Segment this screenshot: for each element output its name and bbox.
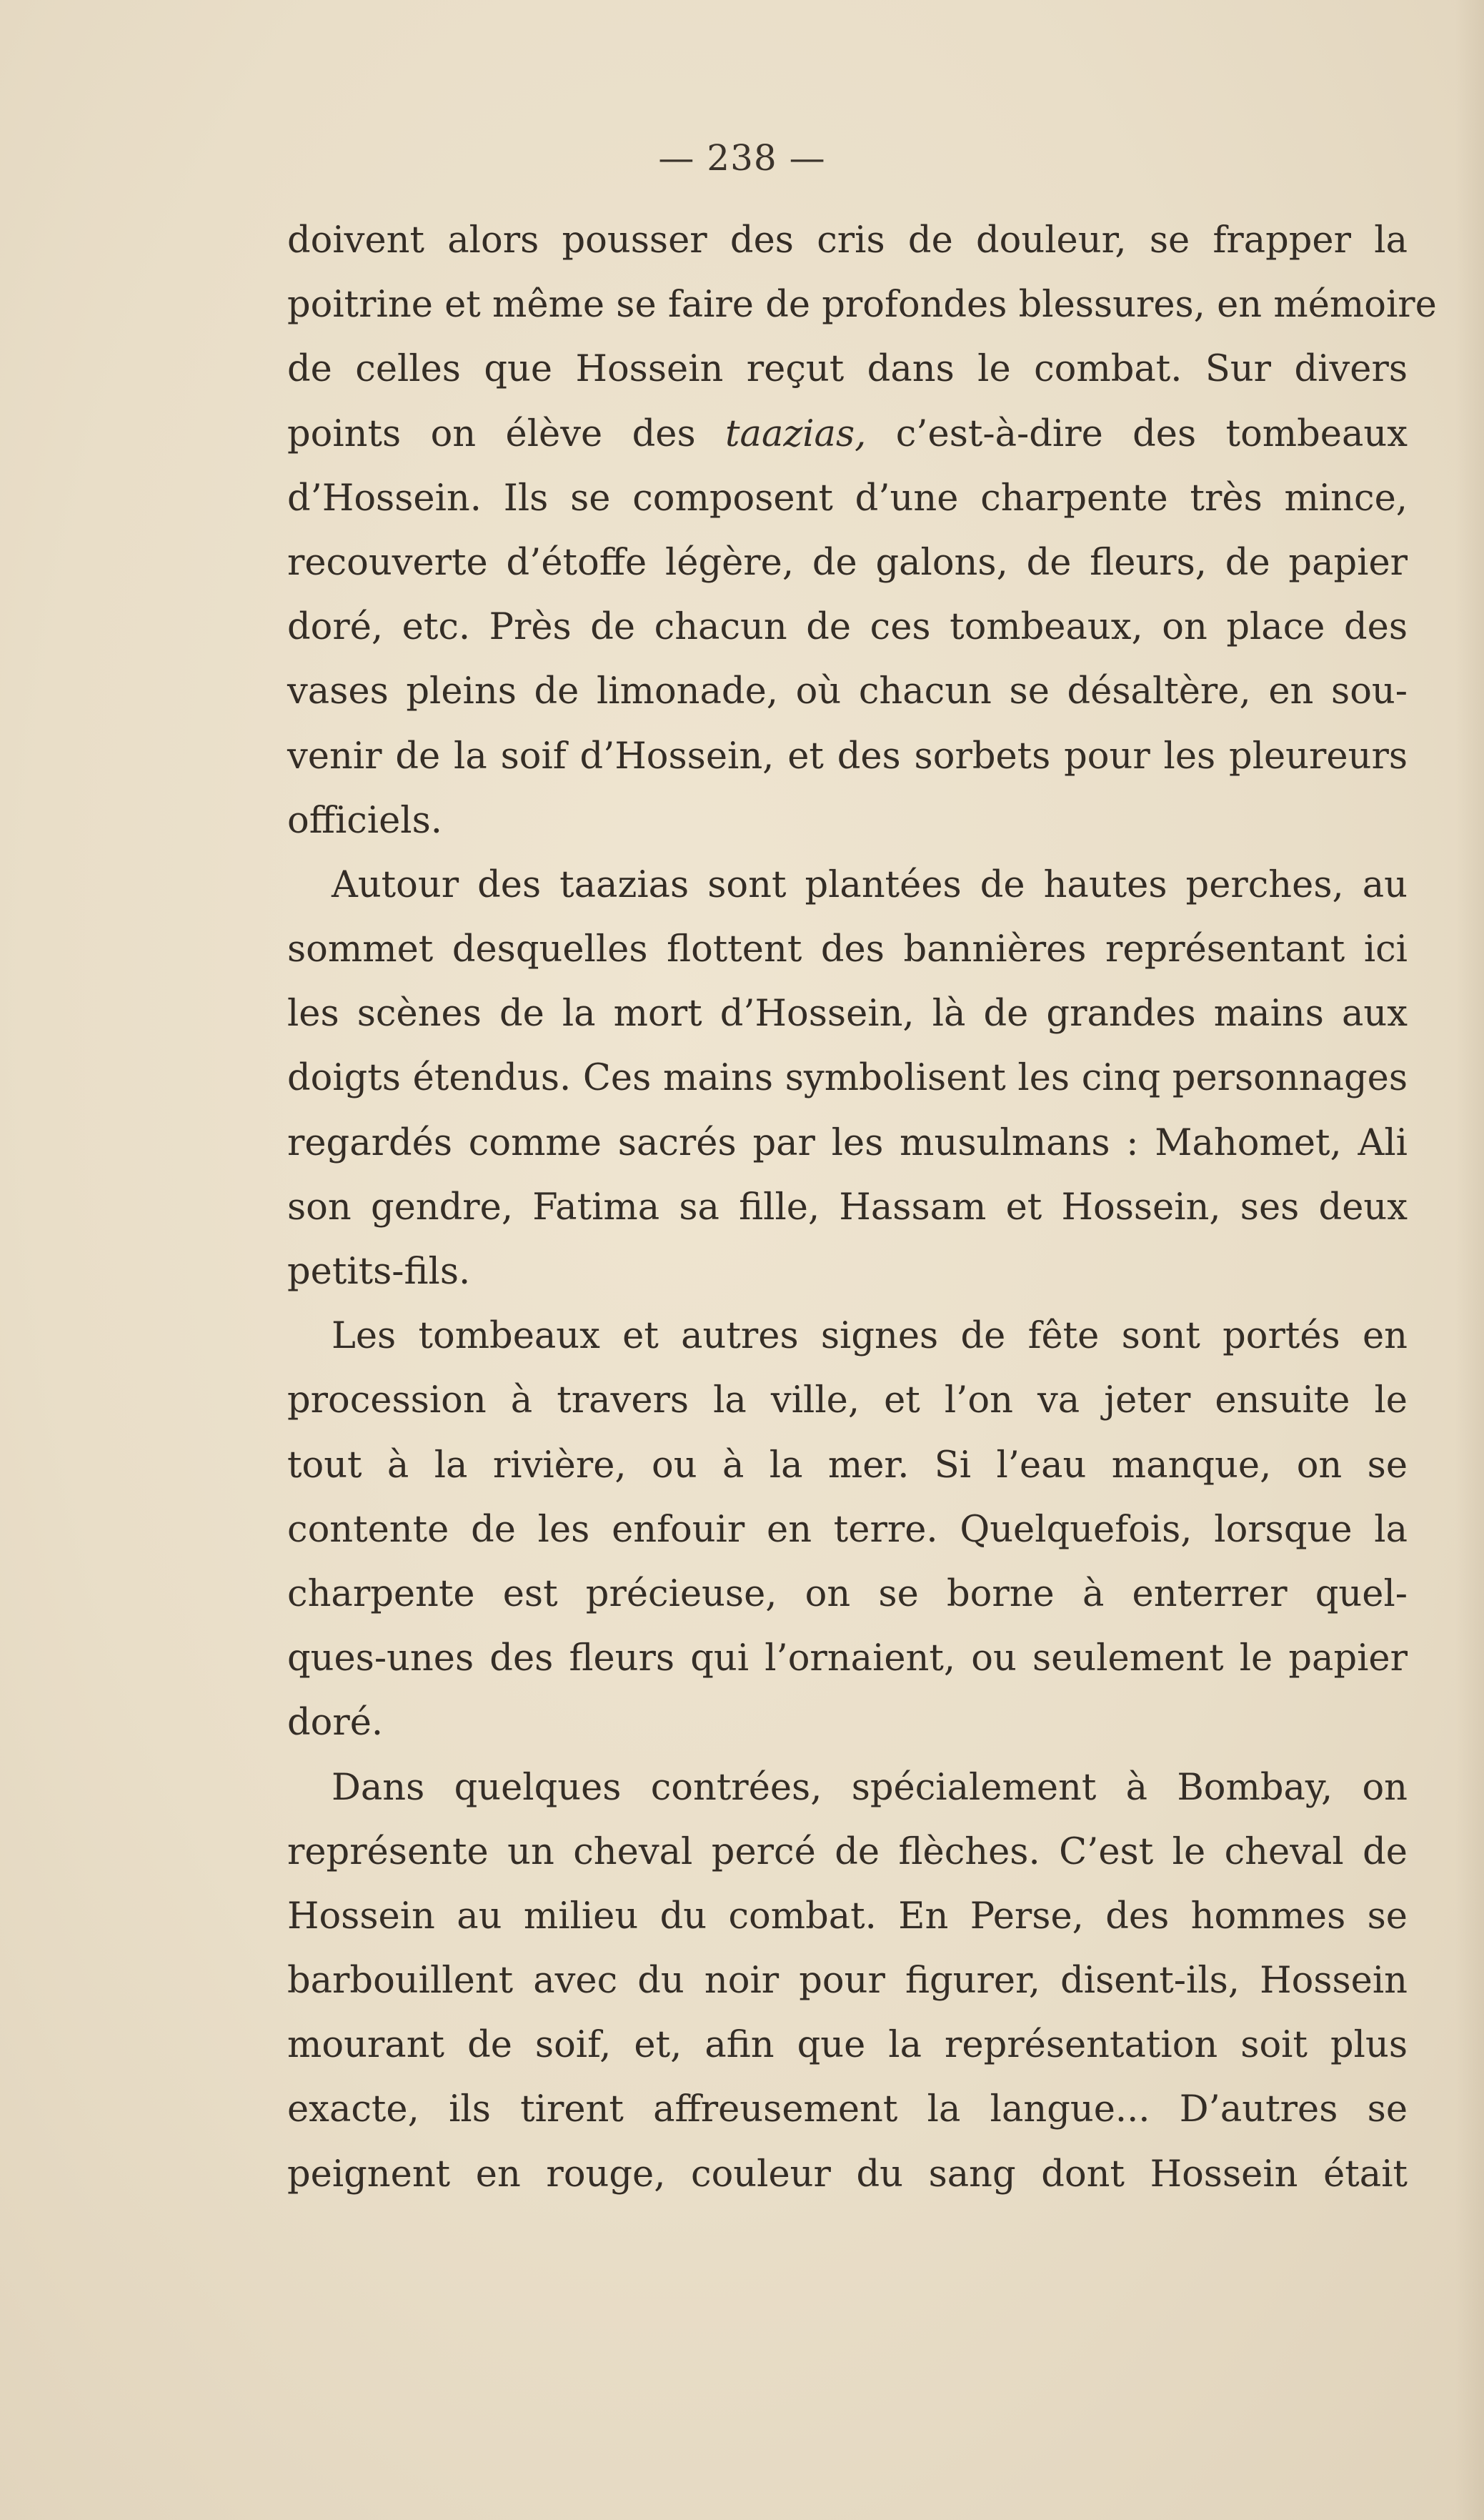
text-line: les scènes de la mort d’Hossein, là de grandes mains aux [287, 993, 1408, 1036]
text-fragment: c’est-à-dire des tombeaux [866, 412, 1408, 455]
text-line: Autour des taazias sont plantées de hautes perches, au [332, 863, 1408, 906]
text-line: exacte, ils tirent affreusement la langue... D’autres se [287, 2088, 1408, 2131]
text-line: doré. [287, 1702, 384, 1745]
paragraph-2 [287, 853, 1408, 1304]
text-line: Hossein au milieu du combat. En Perse, des hommes se [287, 1895, 1408, 1938]
text-line: procession à travers la ville, et l’on va jeter ensuite le [287, 1379, 1408, 1422]
italic-term: taazias, [725, 412, 867, 455]
paragraph-4 [287, 1756, 1408, 2207]
text-line: sommet desquelles flottent des bannières représentant ici [287, 928, 1408, 971]
page-number: — 238 — [658, 137, 826, 179]
text-line: tout à la rivière, ou à la mer. Si l’eau manque, on se [287, 1444, 1408, 1487]
text-line [287, 402, 1408, 467]
text-line: Les tombeaux et autres signes de fête sont portés en [332, 1315, 1408, 1358]
paragraph-1 [287, 209, 1437, 853]
text-line: d’Hossein. Ils se composent d’une charpente très mince, [287, 477, 1408, 520]
text-line: mourant de soif, et, afin que la représentation soit plus [287, 2024, 1408, 2067]
text-line: vases pleins de limonade, où chacun se désaltère, en sou- [287, 670, 1408, 713]
text-line: son gendre, Fatima sa fille, Hassam et Hossein, ses deux [287, 1186, 1408, 1229]
text-line: de celles que Hossein reçut dans le combat. Sur divers [287, 348, 1408, 391]
text-line: regardés comme sacrés par les musulmans : Mahomet, Ali [287, 1121, 1408, 1164]
text-line: venir de la soif d’Hossein, et des sorbets pour les pleureurs [287, 735, 1408, 778]
text-line: Dans quelques contrées, spécialement à Bombay, on [332, 1766, 1408, 1809]
text-line: doivent alors pousser des cris de douleur, se frapper la [287, 219, 1408, 262]
body-text [287, 209, 1437, 2207]
text-line: poitrine et même se faire de profondes blessures, en mémoire [287, 284, 1437, 327]
page-edge-shadow [1455, 0, 1484, 2520]
text-line: barbouillent avec du noir pour figurer, disent-ils, Hossein [287, 1960, 1408, 2003]
paragraph-3 [287, 1304, 1408, 1755]
text-line: contente de les enfouir en terre. Quelquefois, lorsque la [287, 1508, 1408, 1551]
text-line: recouverte d’étoffe légère, de galons, de fleurs, de papier [287, 541, 1408, 584]
text-line: doigts étendus. Ces mains symbolisent les cinq personnages [287, 1057, 1408, 1100]
text-line: ques-unes des fleurs qui l’ornaient, ou seulement le papier [287, 1637, 1408, 1680]
text-line: petits-fils. [287, 1251, 471, 1293]
text-fragment: points on élève des [287, 412, 726, 455]
text-line: peignent en rouge, couleur du sang dont Hossein était [287, 2153, 1408, 2196]
text-line: officiels. [287, 799, 442, 842]
text-line: doré, etc. Près de chacun de ces tombeaux, on place des [287, 606, 1408, 649]
text-line: charpente est précieuse, on se borne à enterrer quel- [287, 1572, 1408, 1615]
text-line: représente un cheval percé de flèches. C’est le cheval de [287, 1830, 1408, 1873]
